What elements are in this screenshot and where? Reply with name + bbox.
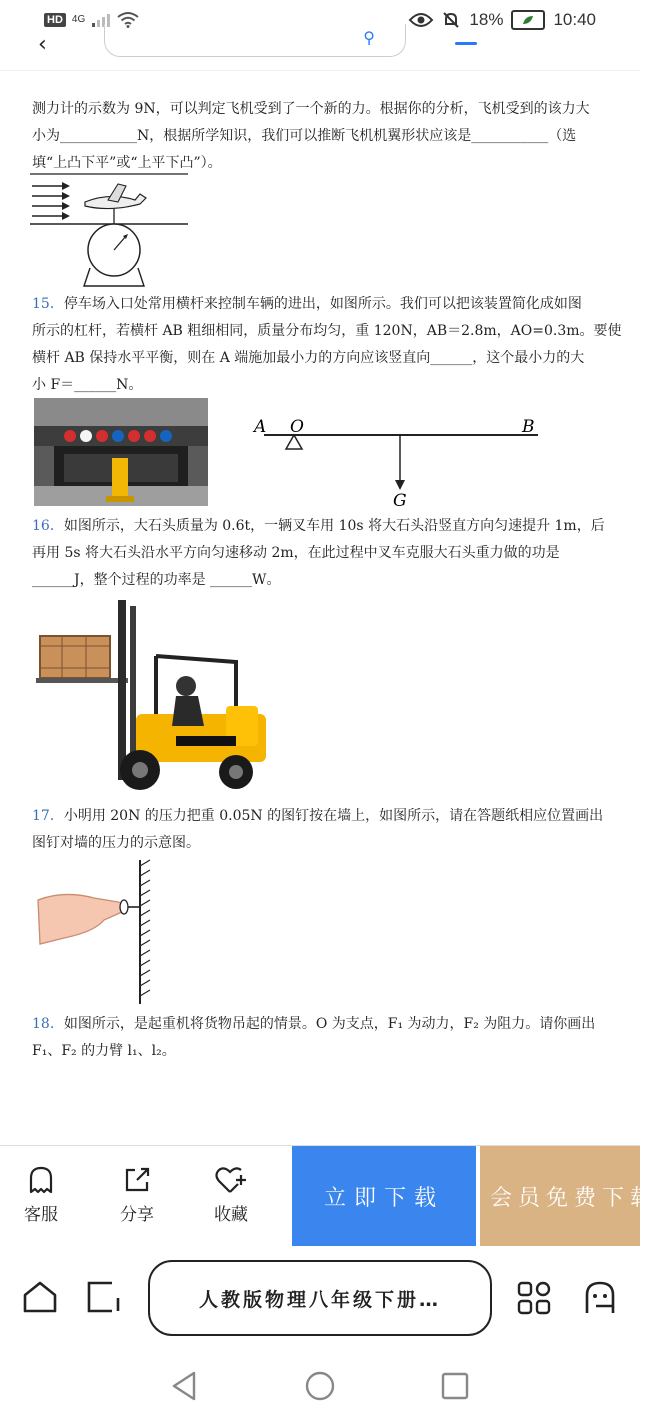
q15-block <box>32 291 630 399</box>
profile-icon[interactable] <box>582 1280 618 1316</box>
lever-label-b: B <box>522 417 535 437</box>
forklift-image <box>36 596 276 796</box>
search-icon[interactable]: ⚲ <box>363 28 375 47</box>
q18-text-line1: 如图所示，是起重机将货物吊起的情景。O 为支点，F₁ 为动力，F₂ 为阻力。请你画出 <box>63 1016 596 1032</box>
q18-block <box>32 1011 630 1065</box>
heart-plus-icon <box>206 1164 256 1196</box>
customer-service-label: 客服 <box>24 1205 58 1225</box>
tabs-icon[interactable] <box>86 1280 122 1314</box>
favorite-button[interactable] <box>206 1164 256 1225</box>
lever-label-o: O <box>290 417 304 437</box>
system-navigation-bar <box>0 1352 640 1422</box>
apps-grid-icon[interactable] <box>516 1280 552 1316</box>
top-navigation <box>0 30 640 71</box>
browser-toolbar <box>0 1250 640 1350</box>
back-icon[interactable]: ‹ <box>38 32 47 57</box>
nav-home-icon[interactable] <box>304 1370 336 1402</box>
share-icon <box>112 1164 162 1196</box>
q14-text-line1: 测力计的示数为 9N，可以判定飞机受到了一个新的力。根据你的分析，飞机受到的该力大 <box>32 101 590 117</box>
q15-text-line1: 停车场入口处常用横杆来控制车辆的进出，如图所示。我们可以把该装置简化成如图 <box>63 296 582 312</box>
share-button[interactable] <box>112 1164 162 1225</box>
nav-back-icon[interactable] <box>170 1370 198 1402</box>
q18-number: 18． <box>32 1016 64 1032</box>
document-content <box>32 96 630 177</box>
thumbtack-wall-figure <box>34 860 164 1004</box>
q14-text-line2: 小为___________N，根据所学知识，我们可以推断飞机机翼形状应该是___________（选 <box>32 128 577 144</box>
customer-service-button[interactable] <box>16 1164 66 1225</box>
q15-text-line2: 所示的杠杆，若横杆 AB 粗细相同，质量分布均匀，重 120N，AB＝2.8m，AO=0.3m。要使 <box>32 323 622 339</box>
home-icon[interactable] <box>22 1280 58 1314</box>
q15-text-line3: 横杆 AB 保持水平平衡，则在 A 端施加最小力的方向应该竖直向______，这个最小力的大 <box>32 350 585 366</box>
page-title-pill[interactable]: 人教版物理八年级下册… <box>148 1260 492 1336</box>
eye-icon <box>409 12 433 28</box>
hd-badge: HD <box>44 13 66 27</box>
lever-diagram <box>248 412 548 512</box>
q17-block <box>32 803 630 857</box>
q14-text-line3: 填“上凸下平”或“上平下凸”）。 <box>32 155 222 171</box>
q17-number: 17． <box>32 808 64 824</box>
q16-block <box>32 513 630 594</box>
q17-text-line2: 图钉对墙的压力的示意图。 <box>32 835 200 851</box>
battery-percent: 18% <box>469 10 504 29</box>
network-type: 4G <box>71 14 86 25</box>
q16-text-line2: 再用 5s 将大石头沿水平方向匀速移动 2m，在此过程中叉车克服大石头重力做的功是 <box>32 545 560 561</box>
q16-text-line3: ______J，整个过程的功率是 ______W。 <box>32 572 281 588</box>
favorite-label: 收藏 <box>214 1205 248 1225</box>
clock: 10:40 <box>553 10 596 29</box>
q18-text-line2: F₁、F₂ 的力臂 l₁、l₂。 <box>32 1043 176 1059</box>
lever-label-g: G <box>393 491 407 511</box>
q15-text-line4: 小 F＝______N。 <box>32 377 143 393</box>
bottom-action-bar <box>0 1145 658 1246</box>
share-label: 分享 <box>120 1205 154 1225</box>
status-right <box>409 10 596 30</box>
airplane-scale-figure <box>30 172 200 290</box>
q16-text-line1: 如图所示，大石头质量为 0.6t，一辆叉车用 10s 将大石头沿竖直方向匀速提升 1m，后 <box>63 518 605 534</box>
q16-number: 16． <box>32 518 64 534</box>
lever-label-a: A <box>254 417 267 437</box>
q17-text-line1: 小明用 20N 的压力把重 0.05N 的图钉按在墙上，如图所示，请在答题纸相应位置画出 <box>63 808 604 824</box>
ghost-chat-icon <box>16 1164 66 1196</box>
download-now-button[interactable]: 立即下载 <box>292 1146 476 1246</box>
active-tab-indicator <box>455 42 477 45</box>
vip-free-download-button[interactable]: 会员免费下载 <box>480 1146 640 1246</box>
search-box[interactable] <box>104 24 406 57</box>
mute-bell-icon <box>441 10 461 30</box>
battery-icon <box>511 10 545 30</box>
nav-recents-icon[interactable] <box>440 1371 470 1401</box>
parking-barrier-photo <box>34 398 208 506</box>
q15-number: 15． <box>32 296 64 312</box>
